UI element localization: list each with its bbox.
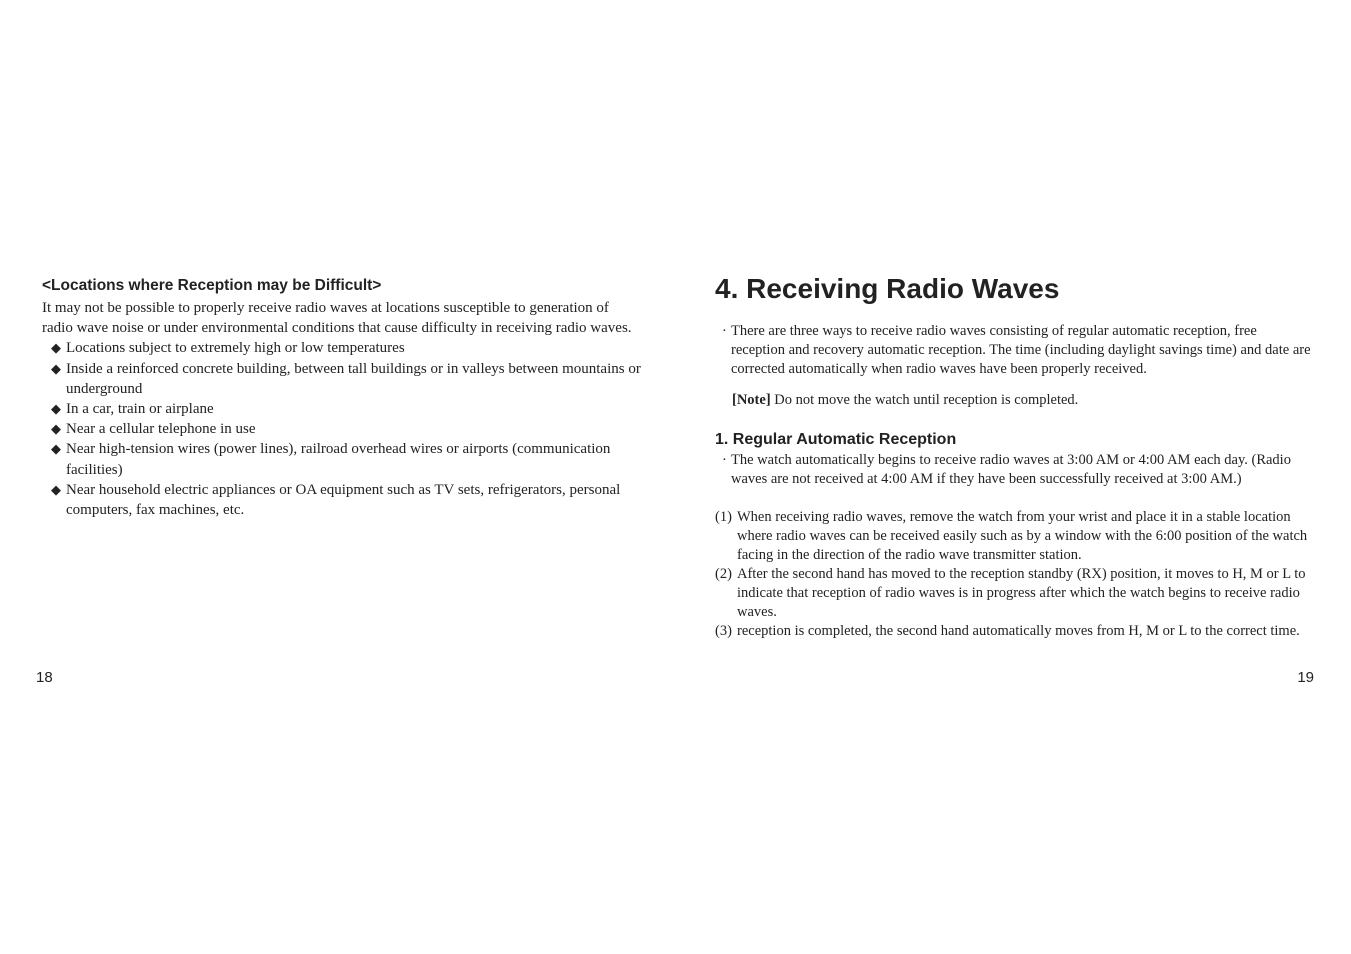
dot-marker-icon: · xyxy=(722,452,727,468)
right-page xyxy=(675,0,1351,954)
steps-list xyxy=(715,508,1315,641)
step-number: (2) xyxy=(715,566,732,582)
subsection-intro xyxy=(722,451,1312,489)
left-page xyxy=(0,0,675,954)
subsection-intro-text: The watch automatically begins to receive radio waves at 3:00 AM or 4:00 AM each day. (Radio waves are not received at 4:00 AM if they have been successfully received at 3:00 AM.) xyxy=(731,452,1291,487)
list-item xyxy=(42,338,642,358)
list-item xyxy=(42,399,642,419)
list-item xyxy=(715,622,1315,641)
list-item-text: Near household electric appliances or OA equipment such as TV sets, refrigerators, personal computers, fax machines, etc. xyxy=(66,481,621,519)
step-number: (3) xyxy=(715,623,732,639)
list-item xyxy=(42,439,642,479)
list-item-text: Near a cellular telephone in use xyxy=(66,421,256,438)
list-item xyxy=(715,565,1315,622)
diamond-bullet-icon: ◆ xyxy=(51,340,61,356)
intro-paragraph xyxy=(722,322,1312,380)
diamond-bullet-icon: ◆ xyxy=(51,481,61,497)
list-item-text: Inside a reinforced concrete building, between tall buildings or in valleys between mountains or underground xyxy=(66,360,641,397)
note-text: Do not move the watch until reception is completed. xyxy=(770,392,1079,408)
list-item xyxy=(715,508,1315,565)
diamond-bullet-icon: ◆ xyxy=(51,360,61,376)
diamond-bullet-icon: ◆ xyxy=(51,421,61,437)
page-number-right: 19 xyxy=(1297,669,1314,686)
list-item xyxy=(42,480,642,520)
section-title: 4. Receiving Radio Waves xyxy=(715,273,1060,304)
list-item-text: Near high-tension wires (power lines), railroad overhead wires or airports (communication facilities) xyxy=(66,441,611,478)
intro-text: There are three ways to receive radio waves consisting of regular automatic reception, free reception and recovery automatic reception. The time (including daylight savings time) and date are corrected automatically when radio waves have been properly received. xyxy=(731,323,1311,378)
locations-heading: <Locations where Reception may be Difficult> xyxy=(42,277,382,294)
subsection-title: 1. Regular Automatic Reception xyxy=(715,431,957,448)
list-item-text: In a car, train or airplane xyxy=(66,401,214,418)
step-text: After the second hand has moved to the reception standby (RX) position, it moves to H, M or L to indicate that reception of radio waves is in progress after which the watch begins to receive radio waves. xyxy=(737,566,1306,620)
step-number: (1) xyxy=(715,509,732,525)
note xyxy=(732,391,1292,410)
locations-intro: It may not be possible to properly receive radio waves at locations susceptible to generation of radio wave noise or under environmental conditions that cause difficulty in receiving radio waves. xyxy=(42,300,632,337)
page-number-left: 18 xyxy=(36,669,53,686)
step-text: reception is completed, the second hand automatically moves from H, M or L to the correct time. xyxy=(737,623,1300,639)
locations-body xyxy=(42,298,642,520)
list-item-text: Locations subject to extremely high or low temperatures xyxy=(66,340,405,357)
diamond-bullet-icon: ◆ xyxy=(51,441,61,457)
list-item xyxy=(42,419,642,439)
note-label: [Note] xyxy=(732,392,771,408)
step-text: When receiving radio waves, remove the watch from your wrist and place it in a stable location where radio waves can be received easily such as by a window with the 6:00 position of the watch facing in the direction of the radio wave transmitter station. xyxy=(737,509,1308,563)
diamond-bullet-icon: ◆ xyxy=(51,401,61,417)
dot-marker-icon: · xyxy=(722,323,727,339)
locations-list xyxy=(42,338,642,520)
list-item xyxy=(42,359,642,399)
